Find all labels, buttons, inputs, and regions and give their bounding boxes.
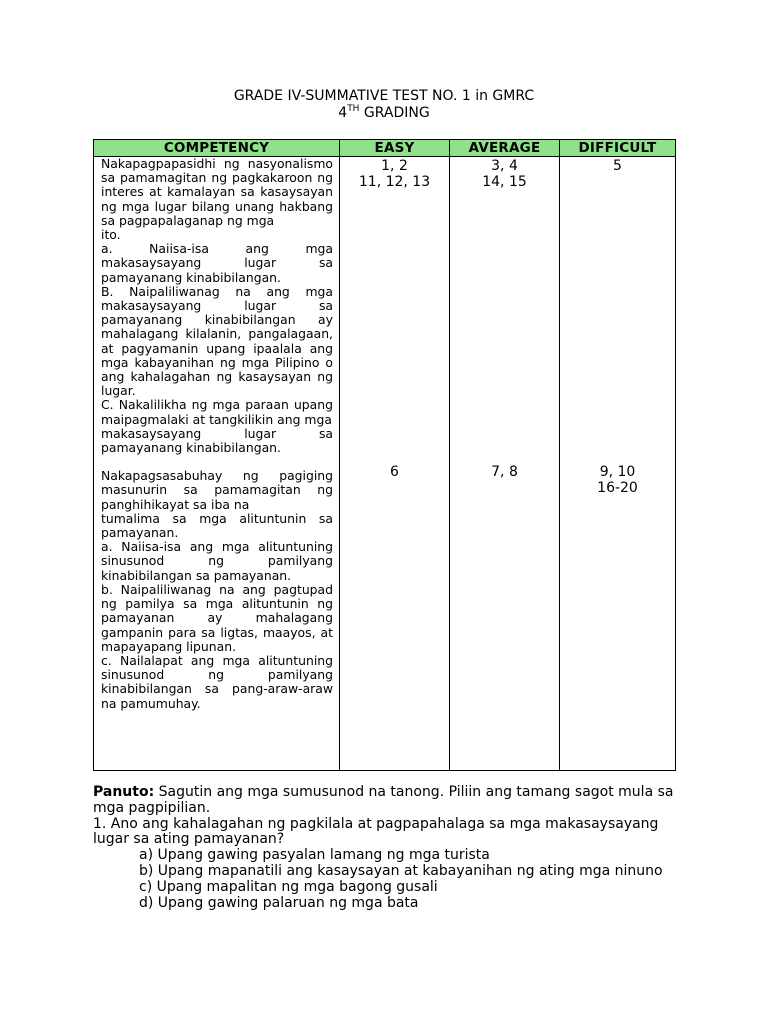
easy-cell (340, 157, 450, 771)
average-items: 14, 15 (482, 174, 527, 190)
easy-items: 6 (390, 464, 399, 480)
competency-text: ito. (101, 227, 121, 243)
difficult-items: 9, 10 (599, 464, 636, 480)
easy-items: 11, 12, 13 (358, 174, 431, 190)
grading-ordinal-suffix: TH (347, 104, 360, 114)
instructions-label: Panuto: (93, 784, 155, 800)
column-header-competency: COMPETENCY (94, 140, 340, 157)
answer-option: d) Upang gawing palaruan ng mga bata (139, 894, 419, 911)
column-header-easy: EASY (340, 140, 450, 157)
instructions-text (93, 785, 683, 817)
competency-text: a. Naiisa-isa ang mga makasaysayang lugar sa pamayanang kinabibilangan. (101, 241, 333, 285)
table-header-row (94, 140, 676, 157)
document-title: GRADE IV-SUMMATIVE TEST NO. 1 in GMRC (233, 88, 535, 104)
instructions-body: Sagutin ang mga sumusunod na tanong. Piliin ang tamang sagot mula sa mga pagpipilian. (93, 784, 674, 816)
answer-option: a) Upang gawing pasyalan lamang ng mga turista (139, 847, 490, 864)
competency-text: makasaysayang lugar sa pamayanang kinabibilangan. (101, 425, 333, 456)
table-row (94, 157, 676, 771)
average-items: 3, 4 (491, 158, 518, 174)
easy-items: 1, 2 (381, 158, 408, 174)
competency-text: tumalima sa mga alituntunin sa pamayanan. (101, 510, 333, 541)
column-header-average: AVERAGE (450, 140, 560, 157)
competency-text: a. Naiisa-isa ang mga alituntuning sinusunod ng pamilyang kinabibilangan sa pamayanan. (101, 539, 333, 583)
difficult-items: 16-20 (597, 480, 638, 496)
competency-text: c. Nailalapat ang mga alituntuning sinusunod ng pamilyang kinabibilangan sa pang-araw-araw na pamumuhay. (101, 652, 333, 711)
competency-text: B. Naipaliliwanag na ang mga makasaysayang lugar sa pamayanang kinabibilangan ay mahalagang kilalanin, pangalagaan, at pagyamanin upang ipaalala ang mga kabayanihan ng mga Pilipino o ang kahalagahan ng kasaysayan ng lugar. (101, 283, 333, 399)
grading-label: GRADING (359, 105, 430, 121)
grading-number: 4 (338, 105, 348, 121)
competency-text: Nakapagsasabuhay ng pagiging masunurin sa pamamagitan ng panghihikayat sa iba na (101, 468, 333, 512)
competency-text: Nakapagpapasidhi ng nasyonalismo sa pamamagitan ng pagkakaroon ng interes at kamalayan sa kasaysayan ng mga lugar bilang unang hakbang sa pagpapalaganap ng mga (101, 156, 333, 228)
competency-cell (94, 157, 340, 771)
competency-text: b. Naipaliliwanag na ang pagtupad ng pamilya sa mga alituntunin ng pamayanan ay mahalagang gampanin para sa ligtas, maayos, at mapayapang lipunan. (101, 581, 333, 654)
answer-option: b) Upang mapanatili ang kasaysayan at kabayanihan ng ating mga ninuno (139, 862, 663, 879)
answer-option: c) Upang mapalitan ng mga bagong gusali (139, 878, 438, 895)
difficult-cell (560, 157, 676, 771)
competency-text: C. Nakalilikha ng mga paraan upang maipagmalaki at tangkilikin ang mga (101, 397, 333, 427)
document-subtitle (0, 105, 768, 121)
question-text: 1. Ano ang kahalagahan ng pagkilala at pagpapahalaga sa mga makasaysayang lugar sa ating pamayanan? (93, 815, 659, 848)
average-cell (450, 157, 560, 771)
competency-table (93, 139, 676, 771)
average-items: 7, 8 (491, 464, 518, 480)
difficult-items: 5 (613, 158, 622, 174)
instructions-section (93, 785, 683, 911)
column-header-difficult: DIFFICULT (560, 140, 676, 157)
